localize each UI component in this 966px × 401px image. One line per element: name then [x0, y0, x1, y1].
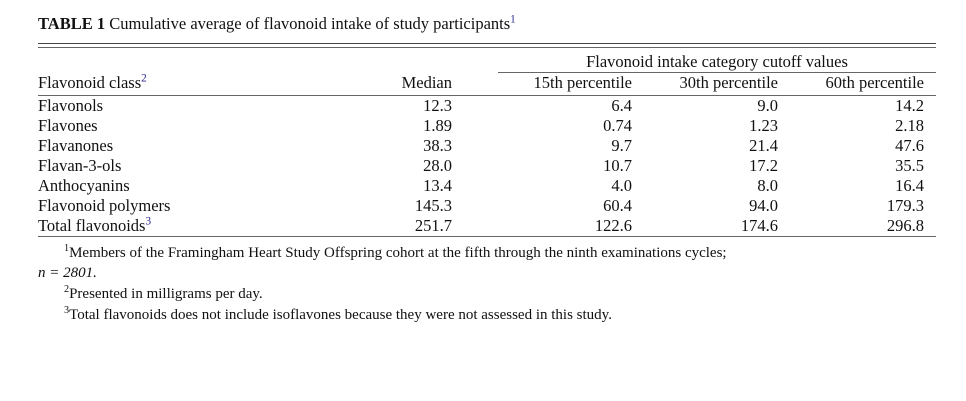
- footnote-1-continuation: n = 2801.: [38, 265, 97, 282]
- column-header-60th-percentile: 60th percentile: [825, 72, 924, 92]
- group-header-cutoff-values: Flavonoid intake category cutoff values: [498, 52, 936, 73]
- table-row: [38, 156, 936, 176]
- column-header-30th-percentile: 30th percentile: [679, 72, 778, 92]
- caption-footnote-marker: 1: [510, 13, 516, 26]
- cell-p15: 9.7: [611, 135, 632, 155]
- cell-median: 12.3: [423, 95, 452, 115]
- cell-p60: 16.4: [895, 175, 924, 195]
- cell-median: 1.89: [423, 115, 452, 135]
- cell-median: 145.3: [414, 195, 452, 215]
- cell-p30: 21.4: [749, 135, 778, 155]
- group-header-spacer: [38, 52, 338, 73]
- cell-p15: 60.4: [603, 195, 632, 215]
- table-row: [38, 95, 936, 116]
- footnote-2: [38, 285, 936, 305]
- row-label: [38, 216, 338, 237]
- row-label: Anthocyanins: [38, 175, 130, 195]
- column-header-15th-percentile: 15th percentile: [533, 72, 632, 92]
- row-label: Flavones: [38, 115, 98, 135]
- footnote-2-text: Presented in milligrams per day.: [69, 286, 263, 303]
- table-row: [38, 176, 936, 196]
- column-header-flavonoid-class-label: Flavonoid class: [38, 72, 142, 92]
- cell-p60: 35.5: [895, 155, 924, 175]
- flavonoid-intake-table: [38, 43, 936, 239]
- cell-median: 251.7: [414, 215, 452, 235]
- cell-median: 38.3: [423, 135, 452, 155]
- cell-p15: 0.74: [603, 115, 632, 135]
- table-label: TABLE 1: [38, 14, 106, 33]
- footnote-3-marker: 3: [64, 305, 70, 317]
- group-header-spacer-2: [338, 52, 498, 73]
- row-label-marker: 3: [145, 215, 152, 228]
- footnote-3: [38, 306, 936, 326]
- cell-median: 13.4: [423, 175, 452, 195]
- column-header-flavonoid-class-marker: 2: [141, 72, 147, 85]
- cell-p15: 122.6: [594, 215, 632, 235]
- cell-p60: 179.3: [886, 195, 924, 215]
- row-label: Flavonoid polymers: [38, 195, 171, 215]
- cell-p30: 94.0: [749, 195, 778, 215]
- cell-p30: 9.0: [757, 95, 778, 115]
- table-footnotes: [38, 244, 936, 326]
- table-row: [38, 196, 936, 216]
- table-row: [38, 136, 936, 156]
- row-label: Flavonols: [38, 95, 104, 115]
- column-header-flavonoid-class: [38, 72, 338, 93]
- row-label: Flavan-3-ols: [38, 155, 122, 175]
- column-header-median: Median: [401, 72, 452, 92]
- cell-median: 28.0: [423, 155, 452, 175]
- cell-p60: 296.8: [886, 215, 924, 235]
- cell-p15: 4.0: [611, 175, 632, 195]
- footnote-1-text: Members of the Framingham Heart Study Offspring cohort at the fifth through the ninth examinations cycles;: [69, 244, 727, 261]
- footnote-1: [38, 244, 936, 264]
- row-label: Flavanones: [38, 135, 114, 155]
- cell-p60: 2.18: [895, 115, 924, 135]
- table-row: [38, 216, 936, 237]
- table-bottom-rule: [38, 236, 936, 239]
- footnote-3-text: Total flavonoids does not include isoflavones because they were not assessed in this study.: [69, 307, 612, 324]
- table-header-row: [38, 72, 936, 93]
- cell-p30: 1.23: [749, 115, 778, 135]
- table-caption: [38, 14, 936, 35]
- table-row: [38, 116, 936, 136]
- table-caption-text: Cumulative average of flavonoid intake of study participants: [109, 14, 511, 33]
- cell-p30: 8.0: [757, 175, 778, 195]
- cell-p15: 10.7: [603, 155, 632, 175]
- cell-p60: 47.6: [895, 135, 924, 155]
- footnote-2-marker: 2: [64, 284, 70, 296]
- table-group-header-row: [38, 52, 936, 73]
- cell-p30: 17.2: [749, 155, 778, 175]
- footnote-1-marker: 1: [64, 242, 70, 254]
- row-label-text: Total flavonoids: [38, 215, 146, 235]
- cell-p15: 6.4: [611, 95, 632, 115]
- cell-p60: 14.2: [895, 95, 924, 115]
- cell-p30: 174.6: [740, 215, 778, 235]
